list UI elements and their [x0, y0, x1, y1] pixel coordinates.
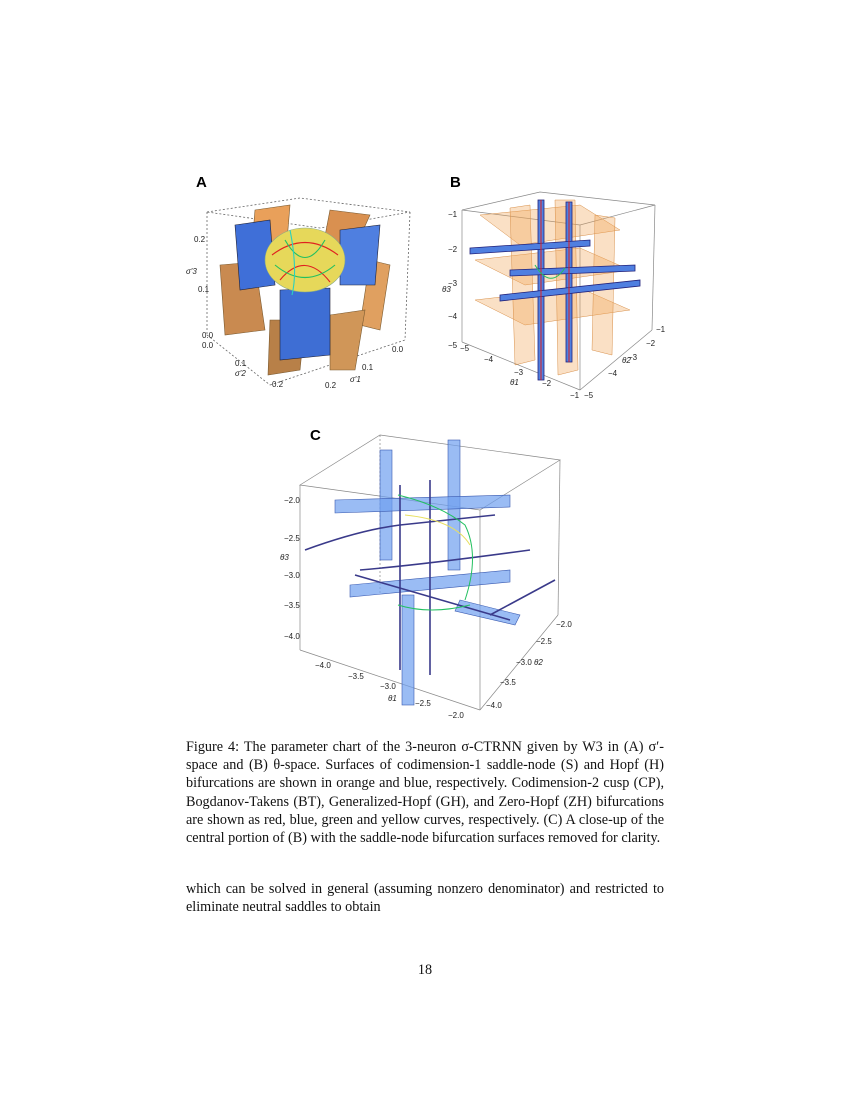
tick-y-0: −2.0	[556, 620, 572, 629]
tick-y-2: −3.0	[516, 658, 532, 667]
tick-z-1: −2	[448, 245, 458, 254]
tick-z-2: 0.0	[202, 331, 214, 340]
tick-x-0: 0.0	[392, 345, 404, 354]
panel-a-core	[265, 228, 345, 292]
tick-y-0: 0.0	[202, 341, 214, 350]
axis-label-x: θ1	[510, 378, 519, 387]
panel-c-hopf-tubes	[335, 440, 520, 705]
tick-x-0: −5	[460, 344, 470, 353]
panel-c-ticks	[280, 496, 572, 720]
axis-label-z: θ3	[442, 285, 451, 294]
figure-caption-text: The parameter chart of the 3-neuron σ-CTRNN given by W3 in (A) σ′-space and (B) θ-space. Surfaces of codimension-1 saddle-node (S) and Hopf (H) bifurcations are shown in orange and blue, respectively. Codimension-2 cusp (CP), Bogdanov-Takens (BT), Generalized-Hopf (GH), and Zero-Hopf (ZH) bifurcations are shown as red, blue, green and yellow curves, respectively. (C) A close-up of the central portion of (B) with the saddle-node bifurcation surfaces removed for clarity.	[186, 739, 664, 847]
panel-a-label: A	[196, 174, 207, 191]
tick-z-4: −4.0	[284, 632, 300, 641]
tick-x-1: −4	[484, 355, 494, 364]
page-number: 18	[417, 962, 433, 978]
axis-label-x: σ′1	[350, 375, 361, 384]
tick-x-3: −2	[542, 379, 552, 388]
figure-panel-c	[280, 425, 580, 725]
tick-y-1: 0.1	[235, 359, 247, 368]
tick-y-1: −2	[646, 339, 656, 348]
axis-label-z: θ3	[280, 553, 289, 562]
tick-x-4: −2.0	[448, 711, 464, 720]
tick-z-0: −2.0	[284, 496, 300, 505]
panel-c-codim2-curves	[398, 495, 473, 610]
tick-z-1: −2.5	[284, 534, 300, 543]
tick-x-2: 0.2	[325, 381, 337, 390]
panel-c-plot	[280, 425, 580, 725]
tick-y-4: −5	[584, 391, 594, 400]
tick-z-4: −5	[448, 341, 458, 350]
panel-a-plot	[180, 170, 420, 400]
body-paragraph: which can be solved in general (assuming nonzero denominator) and restricted to eliminate neutral saddles to obtain	[186, 881, 664, 916]
tick-y-3: −3.5	[500, 678, 516, 687]
tick-y-0: −1	[656, 325, 666, 334]
axis-label-z: σ′3	[186, 267, 197, 276]
panel-c-label: C	[310, 427, 321, 444]
figure-caption-prefix: Figure 4:	[186, 739, 240, 755]
tick-y-2: −3	[628, 353, 638, 362]
tick-x-2: −3.0	[380, 682, 396, 691]
tick-z-3: −3.5	[284, 601, 300, 610]
tick-x-3: −2.5	[415, 699, 431, 708]
axis-label-y: θ2	[622, 356, 631, 365]
axis-label-y: θ2	[534, 658, 543, 667]
tick-x-2: −3	[514, 368, 524, 377]
tick-x-1: −3.5	[348, 672, 364, 681]
tick-y-2: 0.2	[272, 380, 284, 389]
figure-panel-b	[440, 170, 680, 405]
tick-z-3: −4	[448, 312, 458, 321]
tick-z-2: −3.0	[284, 571, 300, 580]
tick-y-4: −4.0	[486, 701, 502, 710]
tick-z-2: −3	[448, 279, 458, 288]
tick-z-0: −1	[448, 210, 458, 219]
tick-x-1: 0.1	[362, 363, 374, 372]
figure-panel-a	[180, 170, 420, 400]
tick-y-1: −2.5	[536, 637, 552, 646]
tick-z-1: 0.1	[198, 285, 210, 294]
tick-y-3: −4	[608, 369, 618, 378]
tick-x-0: −4.0	[315, 661, 331, 670]
axis-label-y: σ′2	[235, 369, 246, 378]
figure-caption	[186, 738, 664, 847]
tick-z-0: 0.2	[194, 235, 206, 244]
tick-x-4: −1	[570, 391, 580, 400]
panel-b-label: B	[450, 174, 461, 191]
axis-label-x: θ1	[388, 694, 397, 703]
panel-b-plot	[440, 170, 680, 405]
